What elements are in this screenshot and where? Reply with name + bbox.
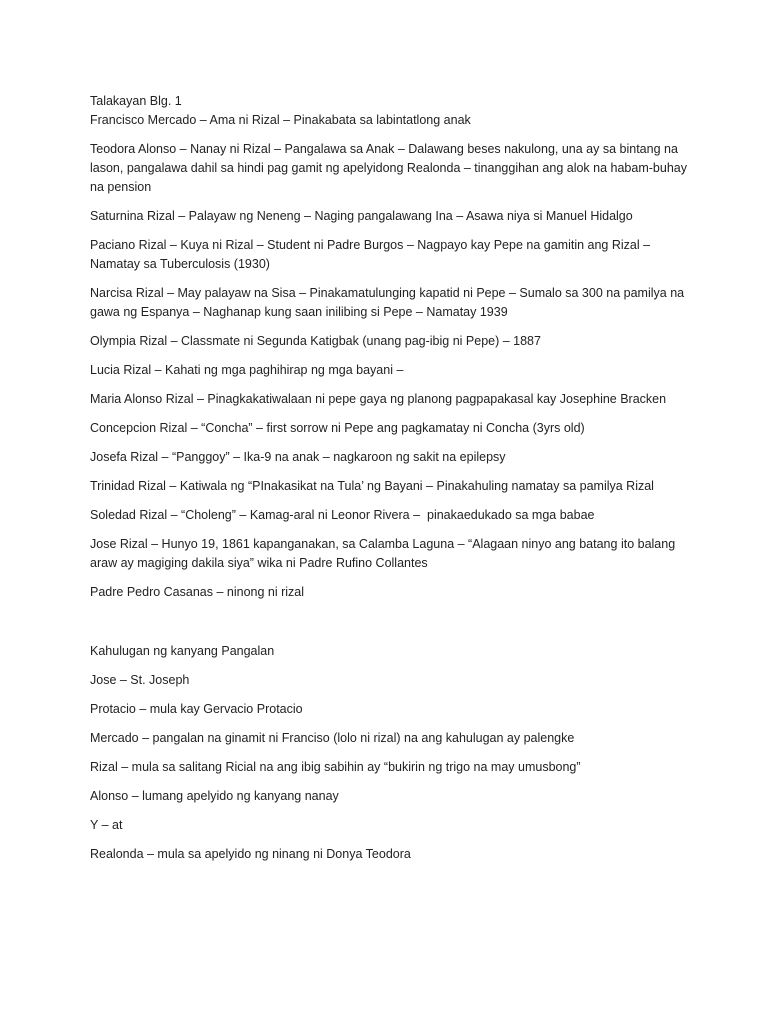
paragraph-olympia: Olympia Rizal – Classmate ni Segunda Katigbak (unang pag-ibig ni Pepe) – 1887 xyxy=(90,334,541,348)
paragraph-teodora: Teodora Alonso – Nanay ni Rizal – Pangalawa sa Anak – Dalawang beses nakulong, una ay sa bintang na lason, pangalawa dahil sa hindi pag gamit ng apelyidong Realonda – tinanggihan ang alok na habam-buhay na pension xyxy=(90,142,691,194)
name-meaning-mercado: Mercado – pangalan na ginamit ni Franciso (lolo ni rizal) na ang kahulugan ay palengke xyxy=(90,731,575,745)
document-heading: Talakayan Blg. 1 xyxy=(90,94,182,108)
paragraph-lucia: Lucia Rizal – Kahati ng mga paghihirap ng mga bayani – xyxy=(90,363,404,377)
name-meaning-protacio: Protacio – mula kay Gervacio Protacio xyxy=(90,702,303,716)
paragraph-padre-pedro: Padre Pedro Casanas – ninong ni rizal xyxy=(90,585,305,599)
document-page xyxy=(90,92,690,874)
paragraph-francisco: Francisco Mercado – Ama ni Rizal – Pinakabata sa labintatlong anak xyxy=(90,113,471,127)
name-meaning-jose: Jose – St. Joseph xyxy=(90,673,190,687)
paragraph-soledad: Soledad Rizal – “Choleng” – Kamag-aral ni Leonor Rivera – pinakaedukado sa mga babae xyxy=(90,508,595,522)
name-meaning-alonso: Alonso – lumang apelyido ng kanyang nanay xyxy=(90,789,339,803)
paragraph-saturnina: Saturnina Rizal – Palayaw ng Neneng – Naging pangalawang Ina – Asawa niya si Manuel Hidalgo xyxy=(90,209,633,223)
paragraph-paciano: Paciano Rizal – Kuya ni Rizal – Student ni Padre Burgos – Nagpayo kay Pepe na gamitin ang Rizal – Namatay sa Tuberculosis (1930) xyxy=(90,238,654,271)
paragraph-maria: Maria Alonso Rizal – Pinagkakatiwalaan ni pepe gaya ng planong pagpapakasal kay Josephine Bracken xyxy=(90,392,667,406)
paragraph-concepcion: Concepcion Rizal – “Concha” – first sorrow ni Pepe ang pagkamatay ni Concha (3yrs old) xyxy=(90,421,585,435)
paragraph-trinidad: Trinidad Rizal – Katiwala ng “PInakasikat na Tula’ ng Bayani – Pinakahuling namatay sa pamilya Rizal xyxy=(90,479,654,493)
section-gap xyxy=(90,612,690,642)
section-heading-kahulugan: Kahulugan ng kanyang Pangalan xyxy=(90,644,275,658)
name-meaning-realonda: Realonda – mula sa apelyido ng ninang ni Donya Teodora xyxy=(90,847,411,861)
name-meaning-y: Y – at xyxy=(90,818,123,832)
name-meaning-rizal: Rizal – mula sa salitang Ricial na ang ibig sabihin ay “bukirin ng trigo na may umusbong” xyxy=(90,760,581,774)
paragraph-narcisa: Narcisa Rizal – May palayaw na Sisa – Pinakamatulunging kapatid ni Pepe – Sumalo sa 300 na pamilya na gawa ng Espanya – Naghanap kung saan inilibing si Pepe – Namatay 1939 xyxy=(90,286,688,319)
paragraph-jose: Jose Rizal – Hunyo 19, 1861 kapanganakan, sa Calamba Laguna – “Alagaan ninyo ang batang ito balang araw ay magiging dakila siya” wika ni Padre Rufino Collantes xyxy=(90,537,679,570)
paragraph-josefa: Josefa Rizal – “Panggoy” – Ika-9 na anak – nagkaroon ng sakit na epilepsy xyxy=(90,450,506,464)
